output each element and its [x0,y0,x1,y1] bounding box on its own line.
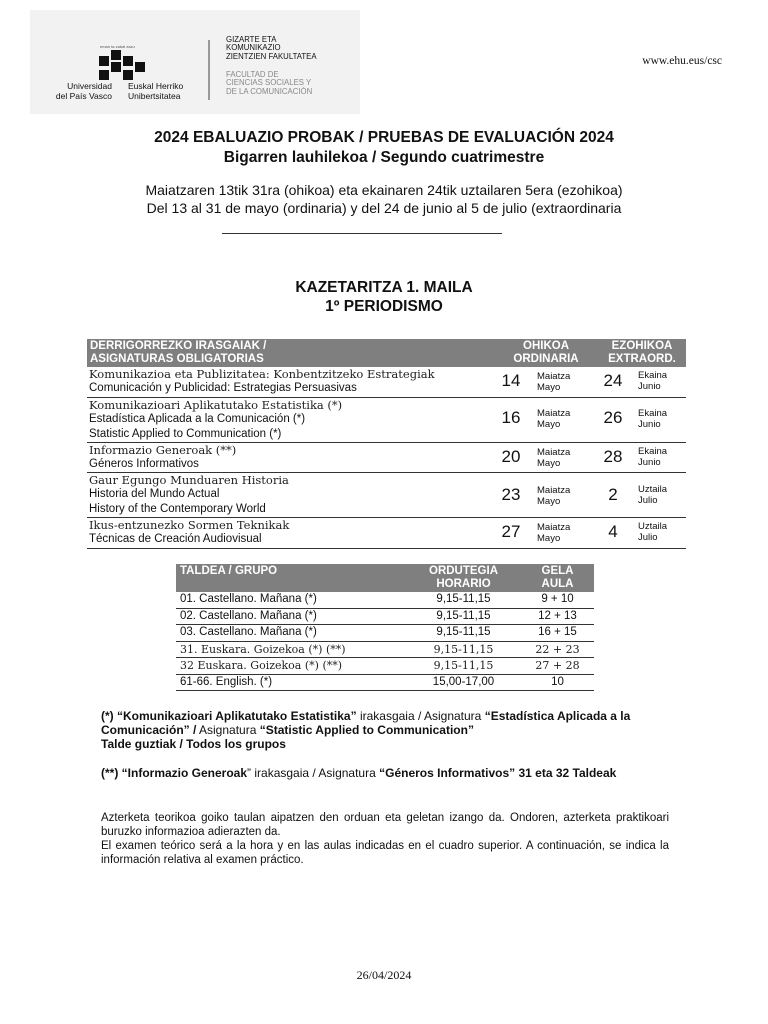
subjects-table-header [87,339,686,367]
group-time: 15,00-17,00 [432,675,495,688]
document-subtitle: Bigarren lauhilekoa / Segundo cuatrimestre [223,149,545,166]
table-row [176,625,594,642]
extraordinary-day: 24 [603,371,623,390]
group-name: 02. Castellano. Mañana (*) [180,609,317,622]
group-name: 03. Castellano. Mañana (*) [180,626,317,638]
header-group: TALDEA / GRUPO [180,565,278,577]
header-ordinary: OHIKOA ORDINARIA [513,340,579,365]
degree-title-es: 1º PERIODISMO [325,298,443,315]
group-name: 31. Euskara. Goizekoa (*) (**) [180,642,346,656]
ordinary-month: Maiatza Mayo [537,447,571,469]
subject-name-es: Técnicas de Creación Audiovisual [89,533,262,545]
faculty-name-es: FACULTAD DE CIENCIAS SOCIALES Y DE LA COMUNICACIÓN [226,70,313,96]
ordinary-day: 27 [501,522,521,541]
header-schedule: ORDUTEGIA HORARIO [429,565,498,590]
group-room: 22 + 23 [535,642,580,656]
ehu-emblem-icon [99,50,147,82]
university-logo [30,10,360,114]
extraordinary-day: 28 [603,447,623,466]
university-name-eu: Euskal Herriko Unibertsitatea [128,81,184,101]
group-name: 01. Castellano. Mañana (*) [180,593,317,605]
faculty-name-eu: GIZARTE ETA KOMUNIKAZIO ZIENTZIEN FAKULTATEA [226,35,317,61]
ordinary-day: 23 [501,485,521,504]
subject-name-es: Estadística Aplicada a la Comunicación (*) [89,413,306,425]
note-statistics: (*) “Komunikazioari Aplikatutako Estatistika” irakasgaia / Asignatura “Estadística Aplicada a la Comunicación” / Asignatura “Statistic Applied to Communication” Talde guztiak / Todos los grupos [101,709,631,751]
extraordinary-month: Uztaila Julio [638,521,668,543]
degree-title-eu: KAZETARITZA 1. MAILA [295,279,473,296]
group-time: 9,15-11,15 [433,642,494,656]
subject-name-eu: Ikus-entzunezko Sormen Teknikak [89,518,290,532]
groups-table [176,564,594,691]
table-row [87,398,686,443]
extraordinary-month: Ekaina Junio [638,370,668,392]
exam-dates-es: Del 13 al 31 de mayo (ordinaria) y del 24 de junio al 5 de julio (extraordinaria [146,200,622,216]
note-theory-exam-eu: Azterketa teorikoa goiko taulan aipatzen den orduan eta geletan izango da. Ondoren, azterketa praktikoari buruzko informazioa adierazten da. [101,812,669,838]
logo-divider [208,40,210,100]
note-informative-genres: (**) “Informazio Generoak” irakasgaia / Asignatura “Géneros Informativos” 31 eta 32 Taldeak [101,766,617,780]
group-name: 32 Euskara. Goizekoa (*) (**) [180,659,343,672]
header-subject: DERRIGORREZKO IRASGAIAK / ASIGNATURAS OBLIGATORIAS [90,340,267,365]
subject-name-es: Historia del Mundo Actual [89,488,220,500]
subject-name-es: Géneros Informativos [89,458,199,470]
group-room: 10 [551,675,564,688]
header-room: GELA AULA [541,565,574,590]
ordinary-day: 14 [501,371,521,390]
table-row [176,658,594,675]
table-row [176,592,594,609]
group-room: 9 + 10 [541,593,574,605]
subject-name-eu: Komunikazioa eta Publizitatea: Konbentzitzeko Estrategiak [89,367,435,381]
ordinary-month: Maiatza Mayo [537,408,571,430]
document-title: 2024 EBALUAZIO PROBAK / PRUEBAS DE EVALUACIÓN 2024 [154,129,614,146]
extraordinary-month: Ekaina Junio [638,446,668,468]
group-room: 27 + 28 [535,659,580,672]
table-row [176,642,594,659]
note-theory-exam-es: El examen teórico será a la hora y en las aulas indicadas en el cuadro superior. A continuación, se indica la información relativa al examen práctico. [101,840,669,866]
table-row [87,367,686,398]
group-name: 61-66. English. (*) [180,675,273,688]
ordinary-day: 20 [501,447,521,466]
ordinary-month: Maiatza Mayo [537,485,571,507]
extraordinary-day: 26 [603,408,623,427]
table-row [176,675,594,692]
group-time: 9,15-11,15 [436,609,491,622]
group-room: 12 + 13 [538,609,577,622]
group-room: 16 + 15 [538,626,577,638]
extraordinary-day: 4 [608,522,618,541]
faculty-url[interactable]: www.ehu.eus/csc [642,55,722,67]
header-extraordinary: EZOHIKOA EXTRAORD. [608,340,676,365]
exam-dates-eu: Maiatzaren 13tik 31ra (ohikoa) eta ekainaren 24tik uztailaren 5era (ezohikoa) [145,182,623,198]
groups-table-header [176,564,594,592]
extraordinary-day: 2 [608,485,618,504]
subjects-table [87,339,686,549]
group-time: 9,15-11,15 [433,659,494,672]
group-time: 9,15-11,15 [436,593,491,605]
extraordinary-month: Uztaila Julio [638,484,668,506]
table-row [176,609,594,626]
footer-date: 26/04/2024 [356,968,412,982]
subject-name-en: History of the Contemporary World [89,502,266,515]
group-time: 9,15-11,15 [436,626,491,638]
ordinary-month: Maiatza Mayo [537,522,571,544]
subject-name-eu: Gaur Egungo Munduaren Historia [89,473,289,487]
table-row [87,518,686,549]
subject-name-eu: Komunikazioari Aplikatutako Estatistika (*) [89,398,343,412]
table-row [87,473,686,518]
subject-name-en: Statistic Applied to Communication (*) [89,427,282,440]
extraordinary-month: Ekaina Junio [638,408,668,430]
ordinary-month: Maiatza Mayo [537,371,571,393]
title-underline [222,233,502,234]
logo-motto: eman ta zabal zazu [100,44,135,49]
subject-name-es: Comunicación y Publicidad: Estrategias Persuasivas [89,382,357,394]
ordinary-day: 16 [501,408,521,427]
university-name-es: Universidad del País Vasco [55,81,112,101]
subject-name-eu: Informazio Generoak (**) [89,443,237,457]
table-row [87,443,686,473]
